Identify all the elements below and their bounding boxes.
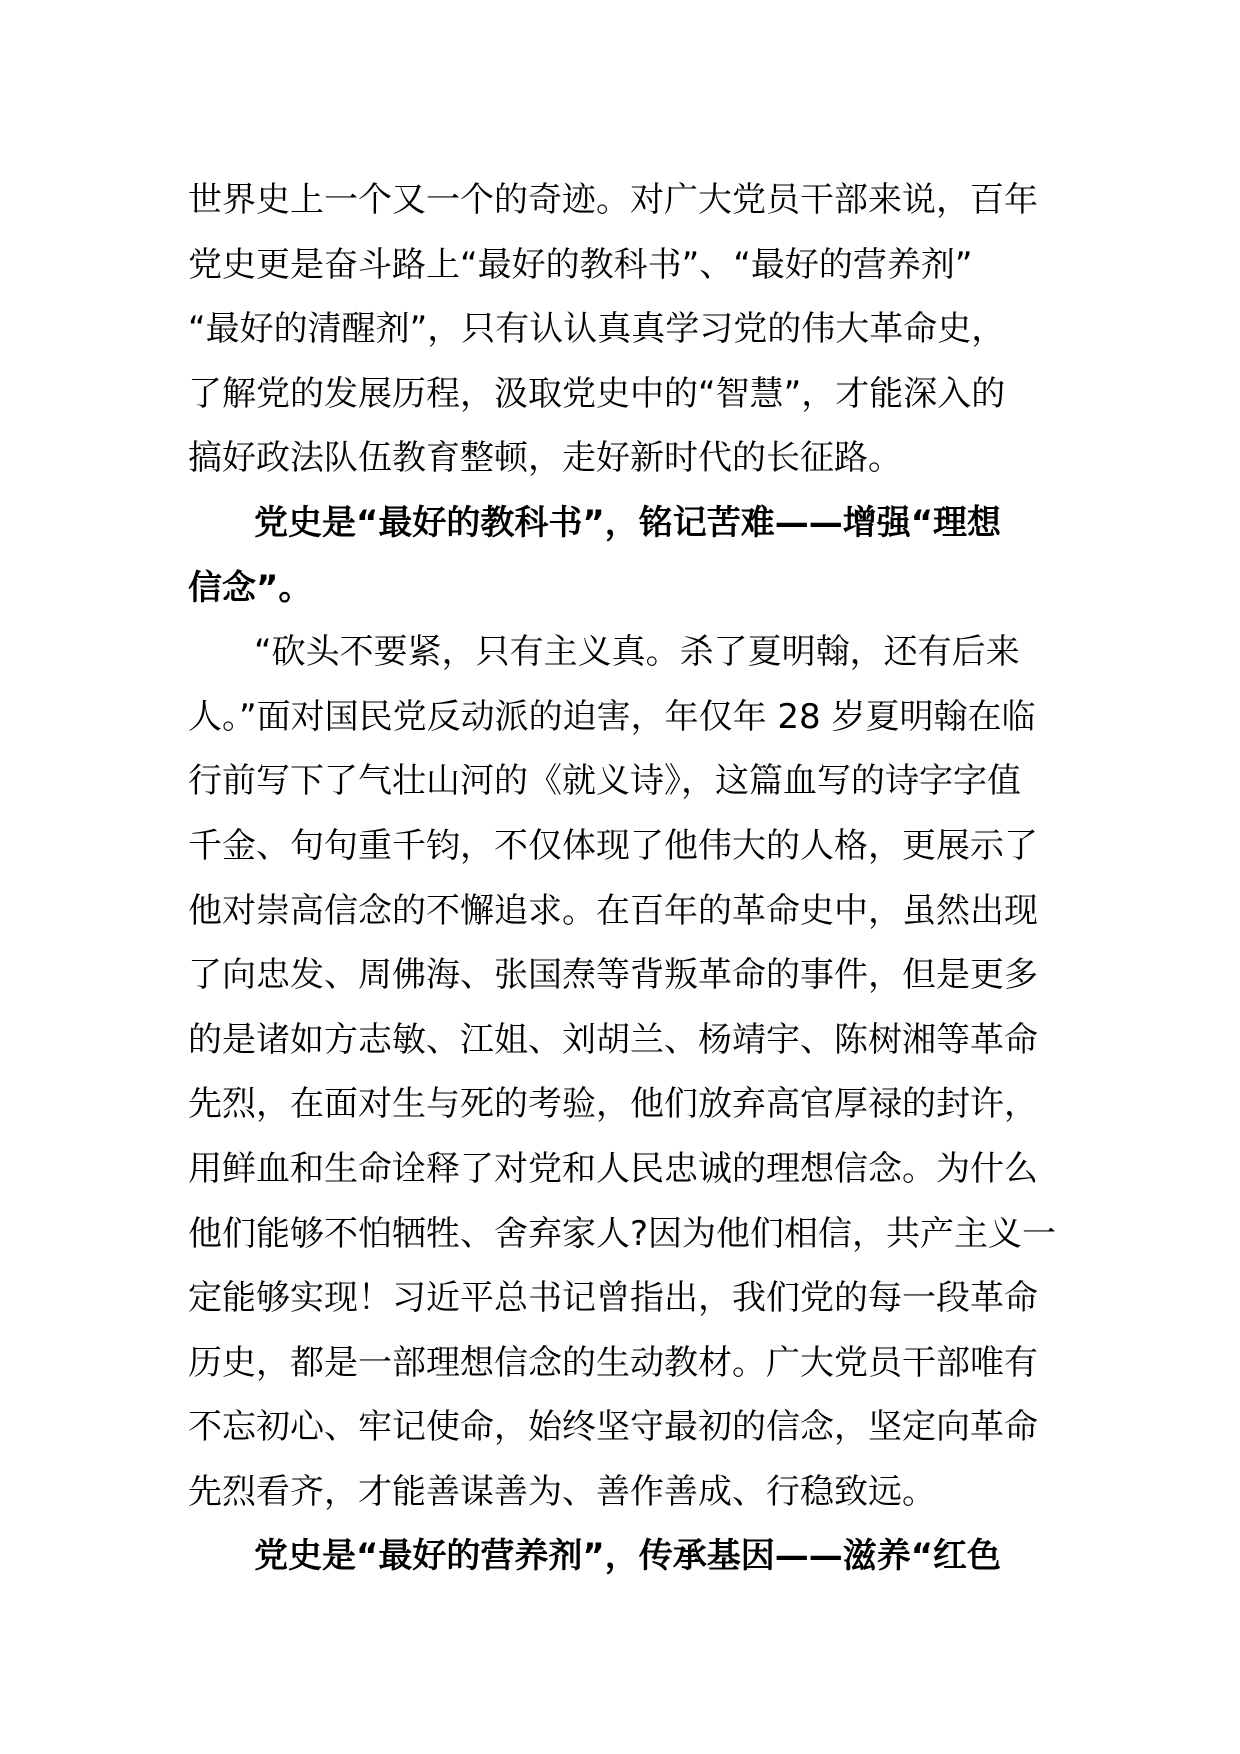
document-body xyxy=(188,168,1060,1589)
text-line: 他对崇高信念的不懈追求。在百年的革命史中，虽然出现 xyxy=(188,890,1038,931)
text-line: 了向忠发、周佛海、张国焘等背叛革命的事件，但是更多 xyxy=(188,955,1038,996)
text-line: 人。”面对国民党反动派的迫害，年仅年 28 岁夏明翰在临 xyxy=(188,696,1036,737)
text-line: 世界史上一个又一个的奇迹。对广大党员干部来说，百年 xyxy=(188,180,1038,220)
text-line: 搞好政法队伍教育整顿，走好新时代的长征路。 xyxy=(188,438,902,479)
text-line: 他们能够不怕牺牲、舍弃家人?因为他们相信，共产主义一 xyxy=(188,1213,1057,1254)
text-line: “砍头不要紧，只有主义真。杀了夏明翰，还有后来 xyxy=(254,632,1020,673)
section-heading: 信念”。 xyxy=(188,567,313,608)
text-line: 党史更是奋斗路上“最好的教科书”、“最好的营养剂” xyxy=(188,244,973,285)
section-heading: 党史是“最好的教科书”，铭记苦难——增强“理想 xyxy=(254,502,1002,543)
text-line: 千金、句句重千钧，不仅体现了他伟大的人格，更展示了 xyxy=(188,825,1038,866)
text-line: 先烈看齐，才能善谋善为、善作善成、行稳致远。 xyxy=(188,1471,936,1512)
text-line: 定能够实现！习近平总书记曾指出，我们党的每一段革命 xyxy=(188,1278,1038,1319)
text-line: 的是诸如方志敏、江姐、刘胡兰、杨靖宇、陈树湘等革命 xyxy=(188,1019,1038,1060)
text-line: 不忘初心、牢记使命，始终坚守最初的信念，坚定向革命 xyxy=(188,1407,1038,1448)
text-line: 用鲜血和生命诠释了对党和人民忠诚的理想信念。为什么 xyxy=(188,1148,1038,1189)
section-heading: 党史是“最好的营养剂”，传承基因——滋养“红色 xyxy=(254,1536,1002,1577)
text-line: 先烈，在面对生与死的考验，他们放弃高官厚禄的封许， xyxy=(188,1084,1038,1125)
text-line: 行前写下了气壮山河的《就义诗》，这篇血写的诗字字值 xyxy=(188,761,1021,802)
text-line: 历史，都是一部理想信念的生动教材。广大党员干部唯有 xyxy=(188,1342,1038,1383)
text-line: “最好的清醒剂”，只有认认真真学习党的伟大革命史， xyxy=(188,309,1006,350)
text-line: 了解党的发展历程，汲取党史中的“智慧”，才能深入的 xyxy=(188,373,1006,414)
